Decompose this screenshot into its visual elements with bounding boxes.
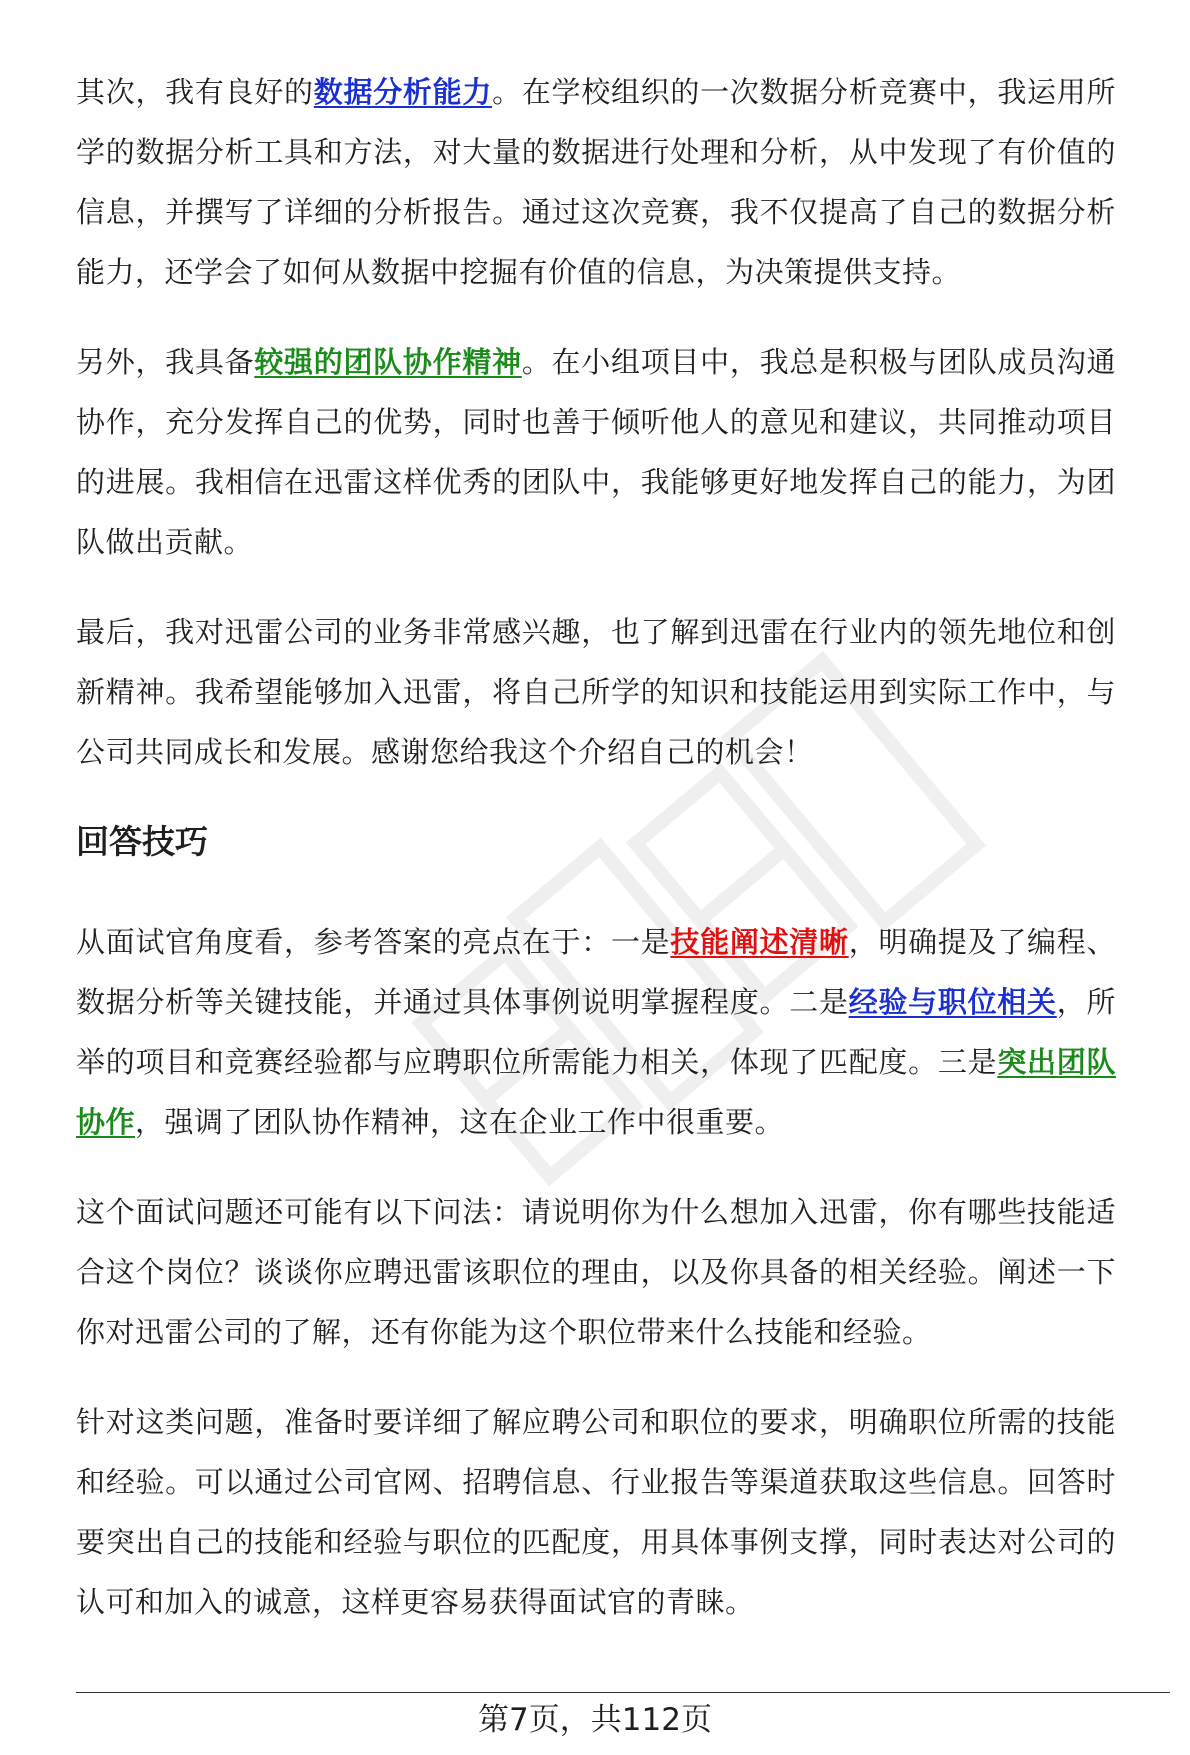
paragraph-text: 另外，我具备 (76, 345, 255, 379)
paragraph-tips-highlights (76, 912, 1116, 1152)
paragraph-alt-questions (76, 1182, 1116, 1362)
page-number: 第7页，共112页 (478, 1702, 712, 1738)
highlight-teamwork-emphasis: 突出团队协作 (76, 1045, 1116, 1139)
paragraph-text: 这个面试问题还可能有以下问法：请说明你为什么想加入迅雷，你有哪些技能适合这个岗位？谈谈你应聘迅雷该职位的理由，以及你具备的相关经验。阐述一下你对迅雷公司的了解，还有你能为这个职位带来什么技能和经验。 (76, 1195, 1116, 1349)
highlight-data-analysis: 数据分析能力 (313, 75, 493, 109)
paragraph-text: ，明确提及了编程、数据分析等关键技能，并通过具体事例说明掌握程度。二是 (76, 925, 1116, 1019)
highlight-skills-clear: 技能阐述清晰 (670, 925, 849, 959)
paragraph-text: 针对这类问题，准备时要详细了解应聘公司和职位的要求，明确职位所需的技能和经验。可以通过公司官网、招聘信息、行业报告等渠道获取这些信息。回答时要突出自己的技能和经验与职位的匹配度，用具体事例支撑，同时表达对公司的认可和加入的诚意，这样更容易获得面试官的青睐。 (76, 1405, 1116, 1619)
highlight-teamwork: 较强的团队协作精神 (254, 345, 522, 379)
highlight-experience-relevant: 经验与职位相关 (848, 985, 1057, 1019)
paragraph-text: 。在小组项目中，我总是积极与团队成员沟通协作，充分发挥自己的优势，同时也善于倾听他人的意见和建议，共同推动项目的进展。我相信在迅雷这样优秀的团队中，我能够更好地发挥自己的能力，为团队做出贡献。 (76, 345, 1116, 559)
main-content (76, 62, 1116, 1662)
paragraph-text: 最后，我对迅雷公司的业务非常感兴趣，也了解到迅雷在行业内的领先地位和创新精神。我希望能够加入迅雷，将自己所学的知识和技能运用到实际工作中，与公司共同成长和发展。感谢您给我这个介绍自己的机会！ (76, 615, 1116, 769)
paragraph-preparation (76, 1392, 1116, 1632)
paragraph-teamwork (76, 332, 1116, 572)
paragraph-closing (76, 602, 1116, 782)
paragraph-text: 。在学校组织的一次数据分析竞赛中，我运用所学的数据分析工具和方法，对大量的数据进行处理和分析，从中发现了有价值的信息，并撰写了详细的分析报告。通过这次竞赛，我不仅提高了自己的数据分析能力，还学会了如何从数据中挖掘有价值的信息，为决策提供支持。 (76, 75, 1116, 289)
paragraph-text: 从面试官角度看，参考答案的亮点在于：一是 (76, 925, 671, 959)
paragraph-text: ，所举的项目和竞赛经验都与应聘职位所需能力相关，体现了匹配度。三是 (76, 985, 1116, 1079)
paragraph-text: 其次，我有良好的 (76, 75, 314, 109)
paragraph-text: ，强调了团队协作精神，这在企业工作中很重要。 (135, 1105, 785, 1139)
paragraph-data-analysis (76, 62, 1116, 302)
footer-divider (76, 1692, 1170, 1693)
section-heading: 回答技巧 (76, 822, 208, 861)
